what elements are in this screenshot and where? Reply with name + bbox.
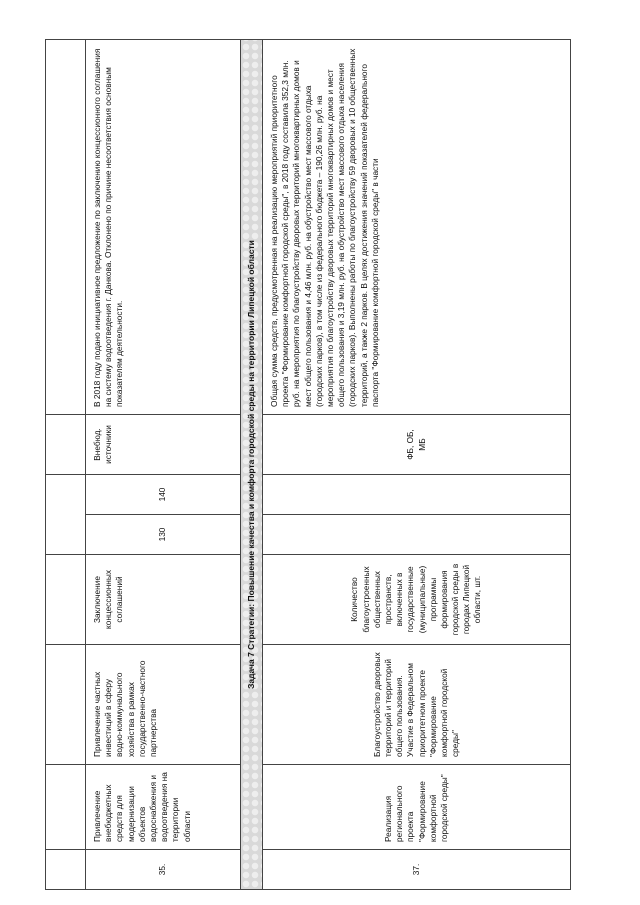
event-cell: Привлечение внебюджетных средств для модернизации объектов водоснабжения и водоотведения на территории области — [86, 765, 241, 850]
rotated-page — [45, 40, 570, 890]
strategy-table — [45, 39, 571, 890]
description-cell: Благоустройство дворовых территорий и территорий общего пользования. Участие в Федеральном приоритетном проекте "Формирование комфортной городской среды" — [263, 645, 571, 765]
value-b — [263, 475, 570, 515]
value-a: 130 — [86, 515, 240, 555]
table-row-37 — [263, 40, 571, 890]
source-cell: ФБ, ОБ, МБ — [263, 415, 571, 475]
table-top-row — [46, 40, 86, 890]
value-b: 140 — [157, 487, 168, 502]
row-number: 37. — [263, 850, 571, 890]
event-cell: Реализация регионального проекта "Формирование комфортной городской среды" — [263, 765, 571, 850]
result-cell: В 2018 году подано инициативное предложение по заключению концессионного соглашения на систему водоотведения г. Данкова. Отклонено по причине несоответствия основным показателям деятельности. — [86, 40, 241, 415]
task-header-row — [241, 40, 263, 890]
value-cell — [86, 475, 241, 555]
value-cell — [263, 475, 571, 555]
task-header: Задача 7 Стратегии: Повышение качества и комфорта городской среды на территории Липецкой области — [241, 40, 263, 890]
description-cell: Привлечение частных инвестиций в сферу водно-коммунального хозяйства в рамках государственно-частного партнерства — [86, 645, 241, 765]
value-a — [263, 515, 570, 555]
table-row-35 — [86, 40, 241, 890]
indicator-cell: Количество благоустроенных общественных пространств, включенных в государственные (муниципальные) программы формирования городской среды в городах Липецкой области, шт. — [263, 555, 571, 645]
result-cell: Общая сумма средств, предусмотренная на реализацию мероприятий приоритетного проекта "Формирование комфортной городской среды", в 2018 году составила 352,3 млн. руб. на мероприятия по благоустройству дворовых территорий многоквартирных домов и мест общего пользования и 4,46 млн. руб. на обустройство мест массового отдыха (городских парков), в том числе из федерального бюджета – 190,26 млн. руб. на мероприятия по благоустройству дворовых территорий многоквартирных домов и мест общего пользования и 3,19 млн. руб. на обустройство мест массового отдыха населения (городских парков). Выполнены работы по благоустройству 59 дворовых и 10 общественных территорий, а также 2 парков. В целях достижения значений показателей федерального паспорта "Формирование комфортной городской среды" в части — [263, 40, 571, 415]
indicator-cell: Заключение концессионных соглашений — [86, 555, 241, 645]
row-number: 35. — [86, 850, 241, 890]
source-cell: Внебюд. источники — [86, 415, 241, 475]
table-rotated — [45, 40, 570, 890]
